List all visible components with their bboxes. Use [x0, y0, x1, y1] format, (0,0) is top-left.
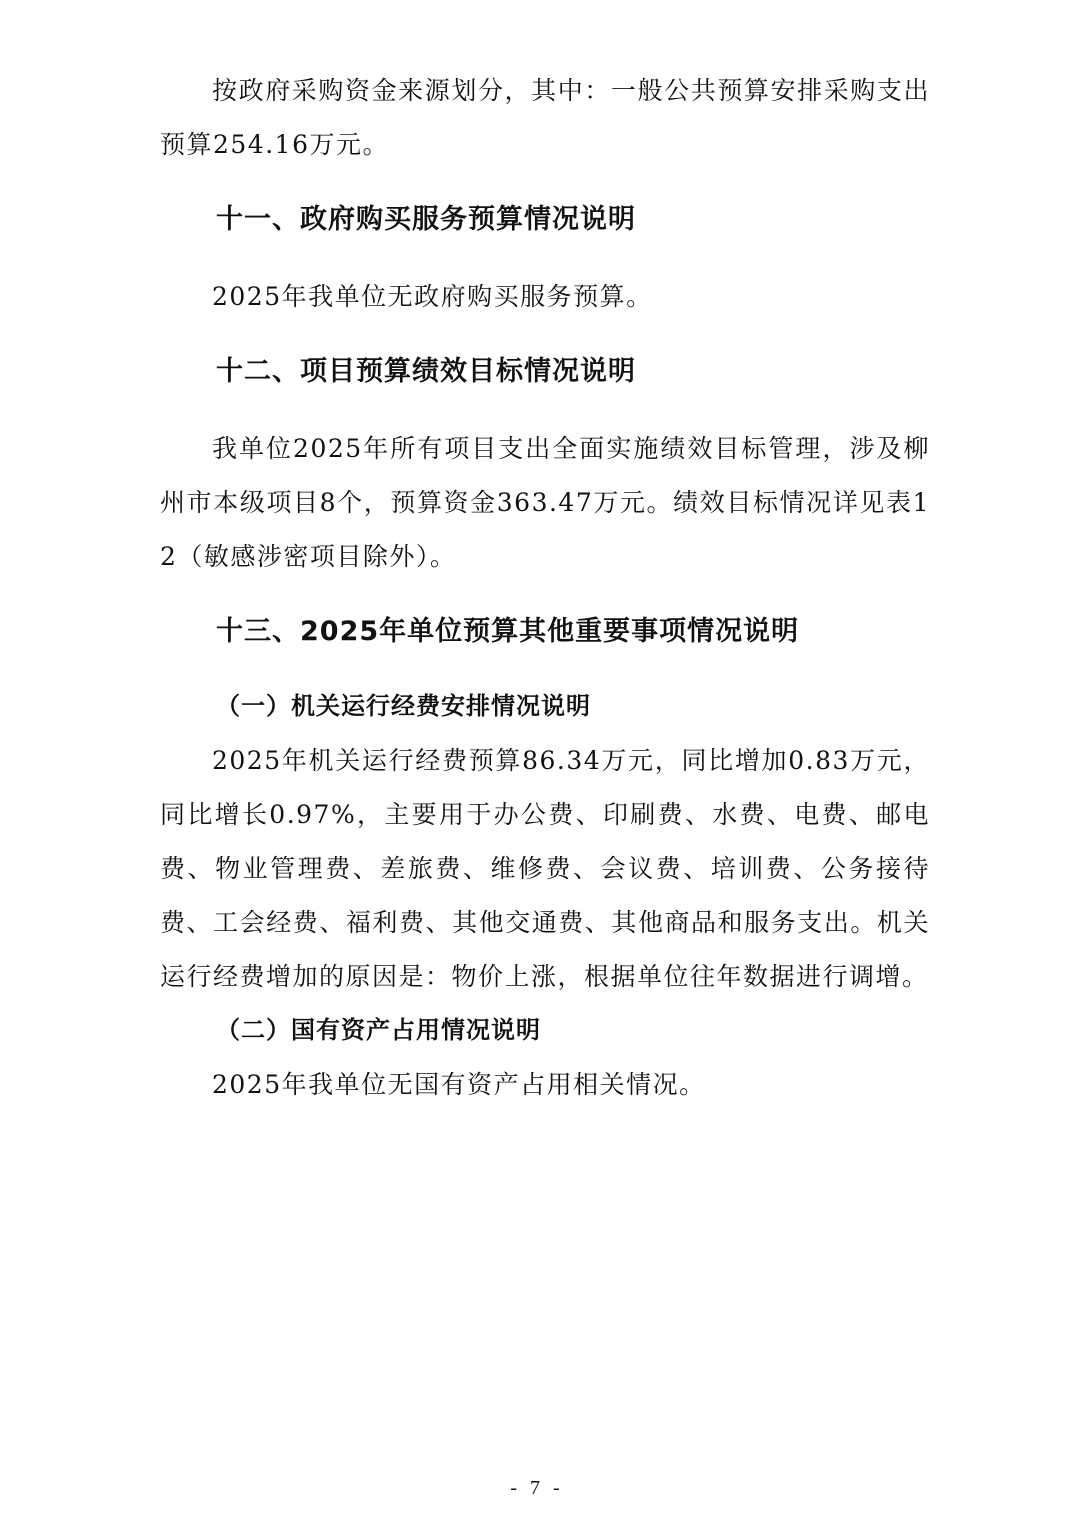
procurement-funding-paragraph: 按政府采购资金来源划分，其中：一般公共预算安排采购支出预算254.16万元。 — [160, 76, 930, 159]
section-11-heading: 十一、政府购买服务预算情况说明 — [216, 204, 636, 235]
section-12-paragraph: 我单位2025年所有项目支出全面实施绩效目标管理，涉及柳州市本级项目8个，预算资金363.47万元。绩效目标情况详见表12（敏感涉密项目除外）。 — [160, 434, 930, 571]
section-13-sub-2-paragraph: 2025年我单位无国有资产占用相关情况。 — [212, 1070, 706, 1099]
section-12-heading: 十二、项目预算绩效目标情况说明 — [216, 356, 636, 387]
section-11-paragraph: 2025年我单位无政府购买服务预算。 — [212, 282, 653, 311]
section-13-sub-1-paragraph: 2025年机关运行经费预算86.34万元，同比增加0.83万元，同比增长0.97%，主要用于办公费、印刷费、水费、电费、邮电费、物业管理费、差旅费、维修费、会议费、培训费、公务接待费、工会经费、福利费、其他交通费、其他商品和服务支出。机关运行经费增加的原因是：物价上涨，根据单位往年数据进行调增。 — [160, 746, 930, 991]
section-13-sub-1-heading: （一）机关运行经费安排情况说明 — [216, 692, 591, 720]
section-13-heading: 十三、2025年单位预算其他重要事项情况说明 — [216, 616, 800, 647]
page-number: - 7 - — [510, 1477, 564, 1499]
section-13-sub-2-heading: （二）国有资产占用情况说明 — [216, 1016, 541, 1044]
